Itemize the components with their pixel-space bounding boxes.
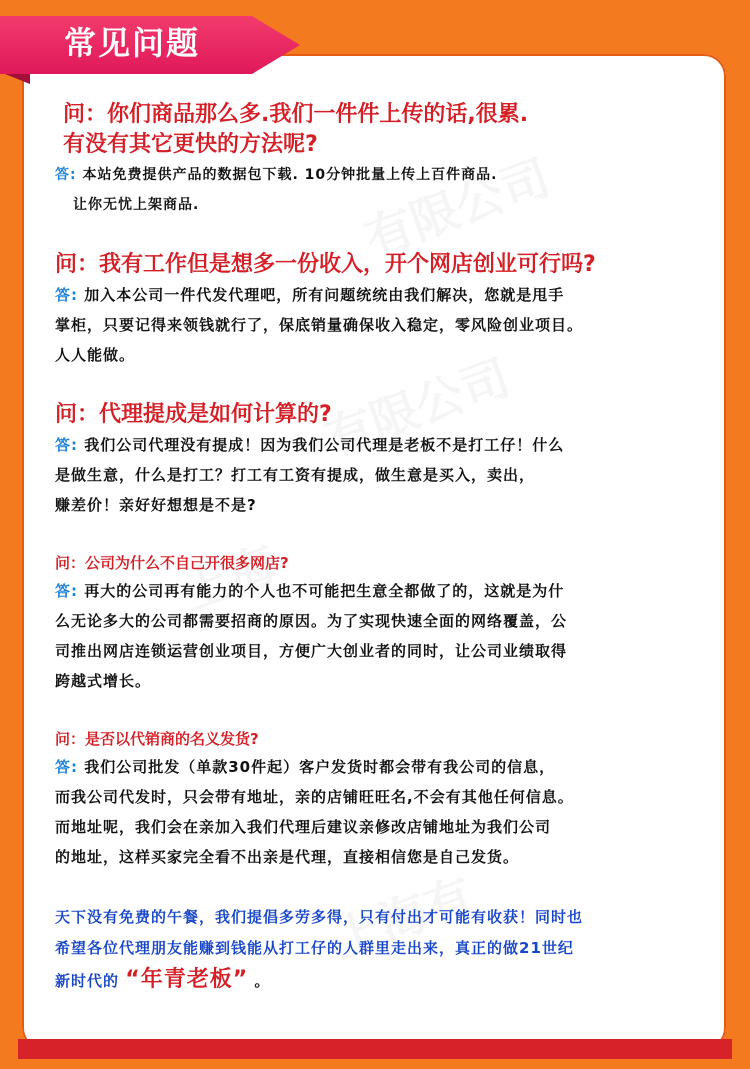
faq-question: 问：代理提成是如何计算的? <box>55 402 332 427</box>
faq-item <box>55 250 715 370</box>
answer-line: 让你无忧上架商品. <box>73 197 200 213</box>
faq-question: 问：是否以代销商的名义发货? <box>55 730 259 748</box>
answer-label: 答: <box>55 758 78 776</box>
answer-line: 是做生意，什么是打工？打工有工资有提成，做生意是买入，卖出， <box>55 466 536 484</box>
answer-line: 而我公司代发时，只会带有地址，亲的店铺旺旺名,不会有其他任何信息。 <box>55 788 574 806</box>
answer-label: 答: <box>55 436 78 454</box>
answer-line: 赚差价！亲好好想想是不是? <box>55 496 257 514</box>
answer-line: 人人能做。 <box>55 346 136 364</box>
closing-statement <box>55 902 715 997</box>
answer-label: 答: <box>55 167 77 183</box>
closing-line-last <box>55 964 715 997</box>
faq-question: 问：你们商品那么多.我们一件件上传的话,很累. <box>63 102 529 127</box>
answer-line: 掌柜，只要记得来领钱就行了，保底销量确保收入稳定，零风险创业项目。 <box>55 316 584 334</box>
faq-answer <box>55 576 715 606</box>
faq-answer <box>55 430 715 460</box>
faq-item <box>55 726 715 872</box>
answer-label: 答: <box>55 582 78 600</box>
answer-line: 么无论多大的公司都需要招商的原因。为了实现快速全面的网络覆盖，公 <box>55 612 568 630</box>
answer-line: 跨越式增长。 <box>55 672 152 690</box>
answer-line: 加入本公司一件代发代理吧，所有问题统统由我们解决，您就是甩手 <box>84 286 565 304</box>
closing-prefix: 新时代的 <box>55 972 120 990</box>
faq-question: 问：我有工作但是想多一份收入，开个网店创业可行吗? <box>55 252 596 277</box>
answer-line: 而地址呢，我们会在亲加入我们代理后建议亲修改店铺地址为我们公司 <box>55 818 552 836</box>
closing-line: 希望各位代理朋友能赚到钱能从打工仔的人群里走出来，真正的做21世纪 <box>55 939 574 957</box>
answer-line: 再大的公司再有能力的个人也不可能把生意全都做了的，这就是为什 <box>84 582 565 600</box>
answer-line: 的地址，这样买家完全看不出亲是代理，直接相信您是自己发货。 <box>55 848 520 866</box>
page-title: 常见问题 <box>64 24 201 62</box>
closing-suffix: 。 <box>254 972 271 990</box>
answer-line: 本站免费提供产品的数据包下载. 10分钟批量上传上百件商品. <box>82 167 498 183</box>
answer-line: 我们公司批发（单款30件起）客户发货时都会带有我公司的信息， <box>84 758 556 776</box>
faq-item <box>55 400 715 520</box>
answer-line: 司推出网店连锁运营创业项目，方便广大创业者的同时，让公司业绩取得 <box>55 642 568 660</box>
answer-line: 我们公司代理没有提成！因为我们公司代理是老板不是打工仔！什么 <box>84 436 565 454</box>
bottom-strip <box>18 1039 732 1059</box>
answer-label: 答: <box>55 286 78 304</box>
closing-line: 天下没有免费的午餐，我们提倡多劳多得，只有付出才可能有收获！同时也 <box>55 908 584 926</box>
faq-list <box>55 100 715 997</box>
faq-item <box>55 550 715 696</box>
faq-answer <box>55 280 715 310</box>
faq-answer <box>55 752 715 782</box>
faq-question: 问：公司为什么不自己开很多网店? <box>55 554 289 572</box>
faq-question: 有没有其它更快的方法呢? <box>63 132 318 157</box>
closing-highlight: “年青老板” <box>125 967 249 992</box>
faq-answer <box>55 160 715 190</box>
faq-item <box>55 100 715 220</box>
